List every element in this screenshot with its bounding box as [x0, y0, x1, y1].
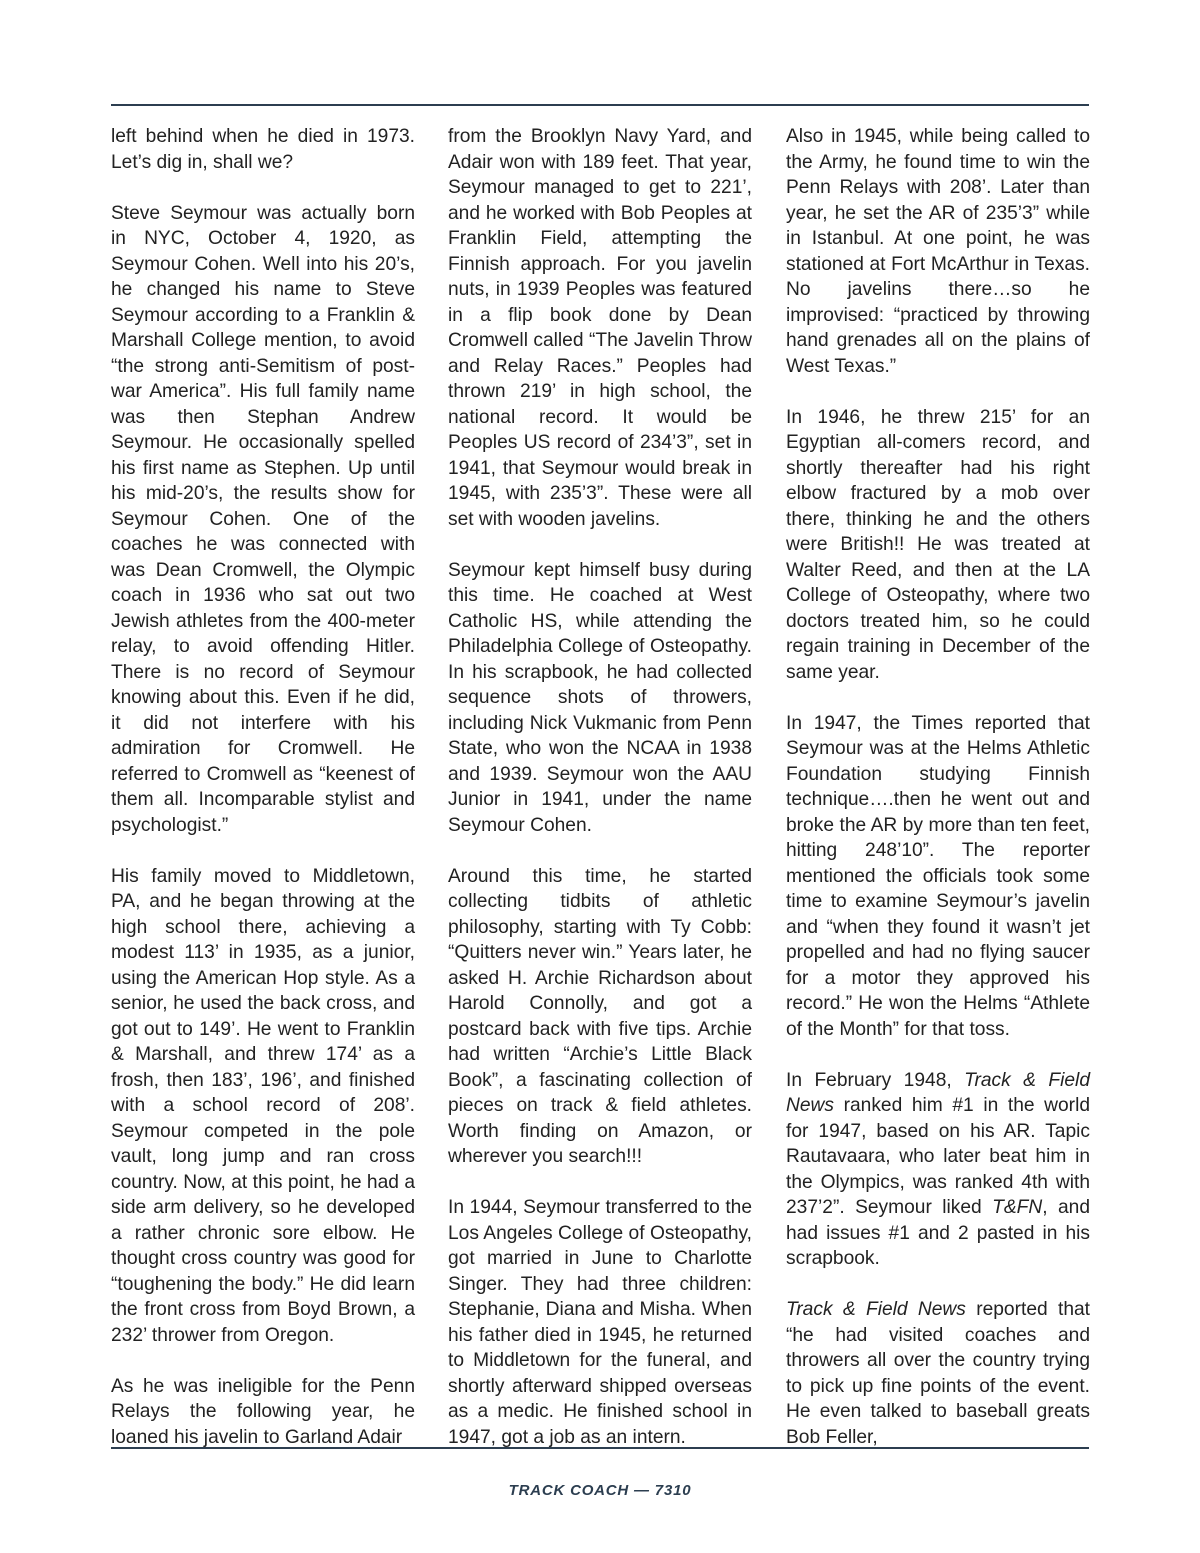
italic-text: Track & Field News: [786, 1069, 1090, 1116]
paragraph: [786, 405, 1090, 686]
text-run: reported that “he had visited coaches and throwers all over the country trying to pick up fine points of the event. He even talked to baseball greats Bob Feller,: [786, 1299, 1090, 1448]
article-column-1: [111, 124, 415, 1450]
bottom-rule: [111, 1447, 1089, 1449]
text-run: left behind when he died in 1973. Let’s dig in, shall we?: [111, 126, 415, 173]
text-run: ranked him #1 in the world for 1947, based on his AR. Tapic Rautavaara, who later beat him in the Olympics, was ranked 4th with 237’2”. Seymour liked: [786, 1095, 1090, 1218]
text-run: In 1947, the Times reported that Seymour was at the Helms Athletic Foundation studying Finnish technique….then he went out and broke the AR by more than ten feet, hitting 248’10”. The reporter mentioned the officials took some time to examine Seymour’s javelin and “when they found it wasn’t jet propelled and had no flying saucer for a motor they approved his record.” He won the Helms “Athlete of the Month” for that toss.: [786, 712, 1090, 1040]
page-footer: TRACK COACH — 7310: [508, 1482, 692, 1499]
paragraph: [111, 124, 415, 175]
paragraph: [111, 201, 415, 839]
paragraph: [448, 124, 752, 532]
text-run: Seymour kept himself busy during this time. He coached at West Catholic HS, while attending the Philadelphia College of Osteopathy. In his scrapbook, he had collected sequence shots of throwers, including Nick Vukmanic from Penn State, who won the NCAA in 1938 and 1939. Seymour won the AAU Junior in 1941, under the name Seymour Cohen.: [448, 559, 752, 836]
text-run: , and had issues #1 and 2 pasted in his scrapbook.: [786, 1197, 1090, 1269]
paragraph: [448, 558, 752, 839]
article-column-3: [786, 124, 1090, 1450]
text-run: As he was ineligible for the Penn Relays the following year, he loaned his javelin to Garland Adair: [111, 1375, 415, 1448]
paragraph: [448, 1195, 752, 1450]
paragraph: [448, 864, 752, 1170]
text-run: His family moved to Middletown, PA, and he began throwing at the high school there, achieving a modest 113’ in 1935, as a junior, using the American Hop style. As a senior, he used the back cross, and got out to 149’. He went to Franklin & Marshall, and threw 174’ as a frosh, then 183’, 196’, and finished with a school record of 208’. Seymour competed in the pole vault, long jump and ran cross country. Now, at this point, he had a side arm delivery, so he developed a rather chronic sore elbow. He thought cross country was good for “toughening the body.” He did learn the front cross from Boyd Brown, a 232’ thrower from Oregon.: [111, 865, 415, 1346]
top-rule: [111, 104, 1089, 106]
text-run: from the Brooklyn Navy Yard, and Adair won with 189 feet. That year, Seymour managed to get to 221’, and he worked with Bob Peoples at Franklin Field, attempting the Finnish approach. For you javelin nuts, in 1939 Peoples was featured in a flip book done by Dean Cromwell called “The Javelin Throw and Relay Races.” Peoples had thrown 219’ in high school, the national record. It would be Peoples US record of 234’3”, set in 1941, that Seymour would break in 1945, with 235’3”. These were all set with wooden javelins.: [448, 126, 752, 530]
paragraph: [786, 124, 1090, 379]
text-run: In 1944, Seymour transferred to the Los Angeles College of Osteopathy, got married in June to Charlotte Singer. They had three children: Stephanie, Diana and Misha. When his father died in 1945, he returned to Middletown for the funeral, and shortly afterward shipped overseas as a medic. He finished school in 1947, got a job as an intern.: [448, 1197, 752, 1448]
text-run: Also in 1945, while being called to the Army, he found time to win the Penn Relays with 208’. Later than year, he set the AR of 235’3” while in Istanbul. At one point, he was stationed at Fort McArthur in Texas. No javelins there…so he improvised: “practiced by throwing hand grenades all on the plains of West Texas.”: [786, 126, 1090, 377]
text-run: In February 1948,: [786, 1069, 965, 1091]
text-run: Steve Seymour was actually born in NYC, October 4, 1920, as Seymour Cohen. Well into his 20’s, he changed his name to Steve Seymour according to a Franklin & Marshall College mention, to avoid “the strong anti-Semitism of post-war America”. His full family name was then Stephan Andrew Seymour. He occasionally spelled his first name as Stephen. Up until his mid-20’s, the results show for Seymour Cohen. One of the coaches he was connected with was Dean Cromwell, the Olympic coach in 1936 who sat out two Jewish athletes from the 400-meter relay, to avoid offending Hitler. There is no record of Seymour knowing about this. Even if he did, it did not interfere with his admiration for Cromwell. He referred to Cromwell as “keenest of them all. Incomparable stylist and psychologist.”: [111, 202, 415, 836]
paragraph: [111, 1374, 415, 1451]
text-run: Around this time, he started collecting tidbits of athletic philosophy, starting with Ty Cobb: “Quitters never win.” Years later, he asked H. Archie Richardson about Harold Connolly, and got a postcard back with five tips. Archie had written “Archie’s Little Black Book”, a fascinating collection of pieces on track & field athletes. Worth finding on Amazon, or wherever you search!!!: [448, 865, 752, 1167]
paragraph: [111, 864, 415, 1349]
paragraph: [786, 1068, 1090, 1272]
paragraph: [786, 711, 1090, 1043]
italic-text: T&FN: [992, 1197, 1043, 1218]
text-run: In 1946, he threw 215’ for an Egyptian all-comers record, and shortly thereafter had his right elbow fractured by a mob over there, thinking he and the others were British!! He was treated at Walter Reed, and then at the LA College of Osteopathy, where two doctors treated him, so he could regain training in December of the same year.: [786, 406, 1090, 683]
article-column-2: [448, 124, 752, 1450]
paragraph: [786, 1297, 1090, 1450]
italic-text: Track & Field News: [786, 1299, 966, 1320]
